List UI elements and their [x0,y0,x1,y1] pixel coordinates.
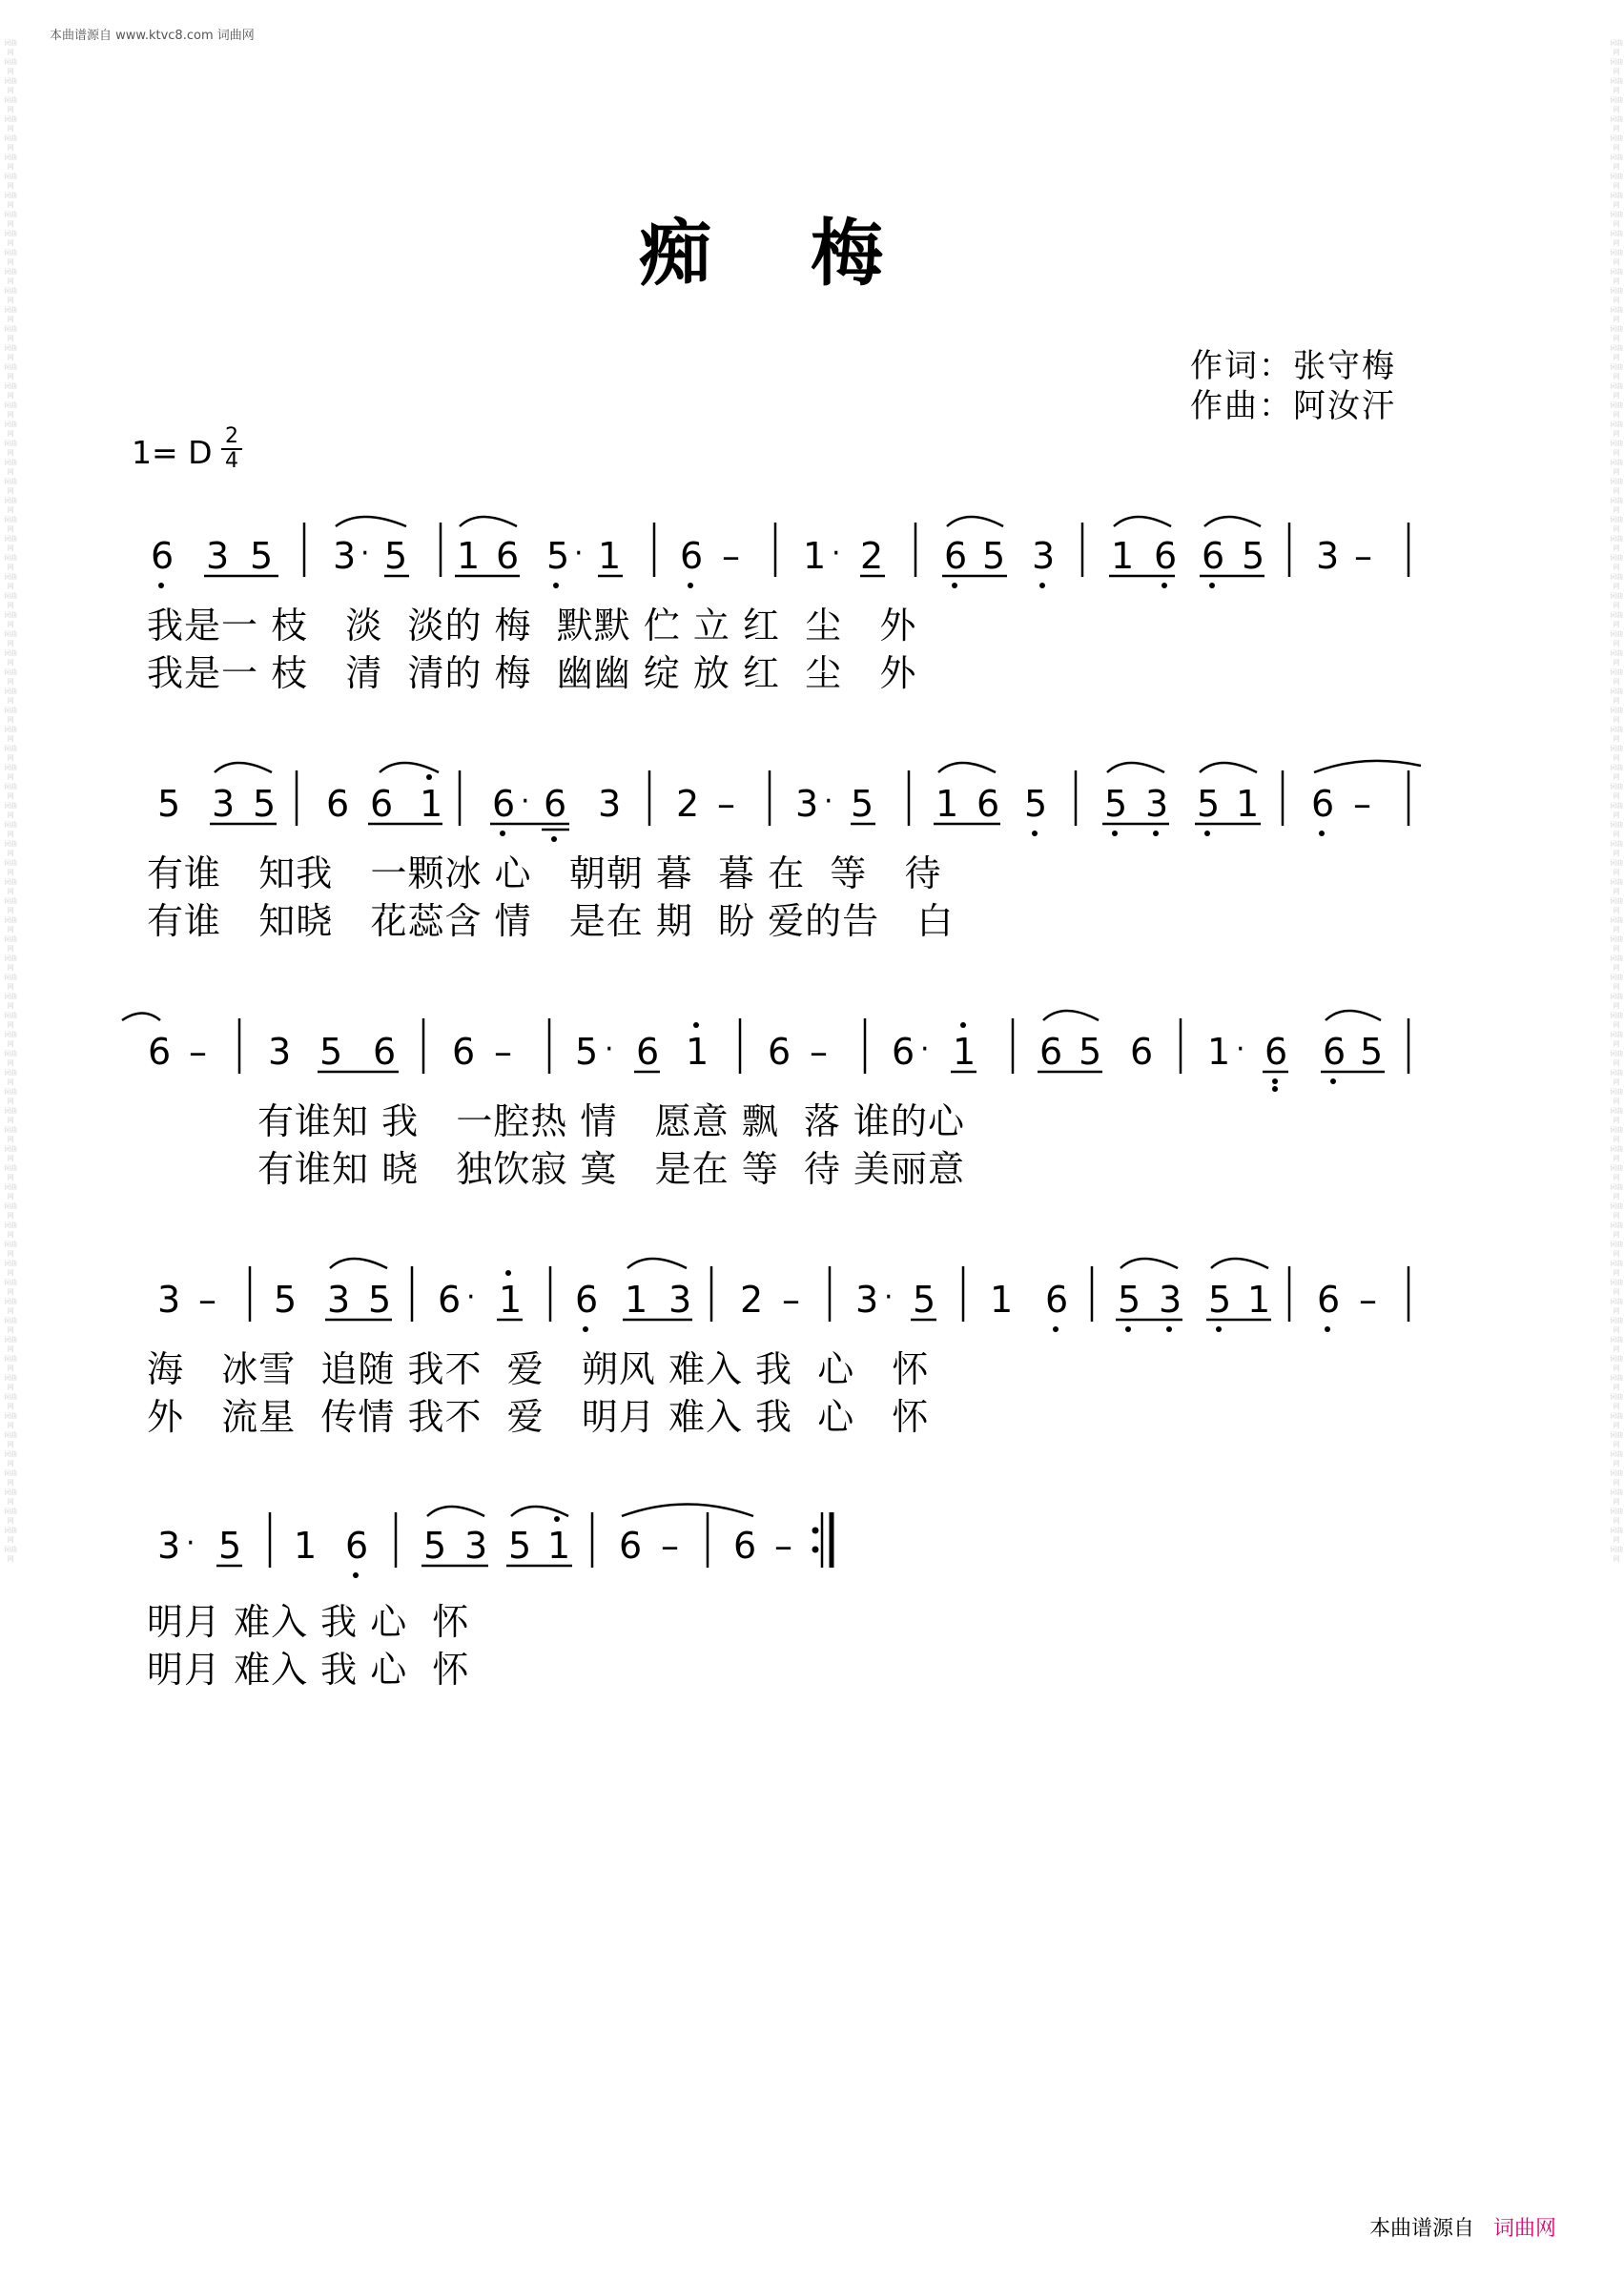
svg-text:5: 5 [546,535,570,577]
svg-text:·: · [521,785,530,818]
svg-text:6: 6 [1130,1031,1154,1073]
svg-text:–: – [661,1525,679,1567]
svg-text:3: 3 [598,783,622,825]
svg-text:1: 1 [803,535,827,577]
svg-text:5: 5 [368,1279,392,1321]
svg-text:3: 3 [1032,535,1056,577]
svg-text:6: 6 [373,1031,397,1073]
svg-text:1: 1 [686,1031,709,1073]
svg-text:·: · [920,1033,930,1066]
svg-text:–: – [810,1031,828,1073]
svg-text:5: 5 [423,1525,447,1567]
svg-text:3: 3 [157,1279,181,1321]
svg-text:6: 6 [680,535,704,577]
svg-text:6: 6 [976,783,1000,825]
svg-text:5: 5 [913,1279,936,1321]
svg-text:5: 5 [1242,535,1265,577]
system-4-lyric-verse-1: 海 冰雪 追随 我不 爱 朔风 难入 我 心 怀 [147,1348,930,1390]
side-watermark-left: 词曲网 词曲网 词曲网 词曲网 词曲网 词曲网 词曲网 词曲网 词曲网 词曲网 词曲网 词曲网 词曲网 词曲网 词曲网 词曲网 词曲网 词曲网 词曲网 词曲网 词曲网 词曲网 词曲网 词曲网 词曲网 词曲网 词曲网 词曲网 词曲网 词曲网 词曲网 词曲网 词曲网 词曲网 词曲网 词曲网 词曲网 词曲网 词曲网 词曲网 词曲网 词曲网 词曲网 词曲网 词曲网 词曲网 词曲网 词曲网 词曲网 词曲网 词曲网 词曲网 词曲网 词曲网 词曲网 词曲网 词曲网 词曲网 词曲网 词曲网 词曲网 词曲网 词曲网 词曲网 词曲网 词曲网 词曲网 词曲网 词曲网 词曲网 词曲网 词曲网 词曲网 词曲网 词曲网 词曲网 词曲网 词曲网 词曲网 词曲网 [4,39,17,1563]
svg-text:1: 1 [1247,1279,1271,1321]
svg-text:6: 6 [492,783,516,825]
footer-source-note [1369,2212,1556,2242]
svg-text:1: 1 [935,783,959,825]
svg-text:6: 6 [370,783,394,825]
svg-text:6: 6 [1045,1279,1069,1321]
svg-text:·: · [574,537,584,570]
svg-text:2: 2 [740,1279,764,1321]
svg-text:1: 1 [547,1525,571,1567]
svg-text:·: · [824,785,833,818]
svg-text:3: 3 [268,1031,292,1073]
svg-text:1: 1 [625,1279,648,1321]
svg-text:5: 5 [157,783,181,825]
svg-text:5: 5 [508,1525,532,1567]
key-signature: 1= D [132,434,213,471]
system-3-lyric-verse-2: 有谁知 晓 独饮寂 寞 是在 等 待 美丽意 [257,1148,965,1190]
side-watermark-right: 词曲网 词曲网 词曲网 词曲网 词曲网 词曲网 词曲网 词曲网 词曲网 词曲网 词曲网 词曲网 词曲网 词曲网 词曲网 词曲网 词曲网 词曲网 词曲网 词曲网 词曲网 词曲网 词曲网 词曲网 词曲网 词曲网 词曲网 词曲网 词曲网 词曲网 词曲网 词曲网 词曲网 词曲网 词曲网 词曲网 词曲网 词曲网 词曲网 词曲网 词曲网 词曲网 词曲网 词曲网 词曲网 词曲网 词曲网 词曲网 词曲网 词曲网 词曲网 词曲网 词曲网 词曲网 词曲网 词曲网 词曲网 词曲网 词曲网 词曲网 词曲网 词曲网 词曲网 词曲网 词曲网 词曲网 词曲网 词曲网 词曲网 词曲网 词曲网 词曲网 词曲网 词曲网 词曲网 词曲网 词曲网 词曲网 词曲网 词曲网 [1610,39,1623,1563]
svg-text:·: · [884,1281,894,1314]
svg-text:3: 3 [212,783,236,825]
svg-text:6: 6 [1323,1031,1346,1073]
svg-text:–: – [189,1031,207,1073]
svg-text:3: 3 [668,1279,692,1321]
svg-text:6: 6 [345,1525,369,1567]
svg-text:6: 6 [768,1031,791,1073]
svg-text:5: 5 [1208,1279,1232,1321]
time-signature-bottom: 4 [225,449,238,473]
svg-text:5: 5 [982,535,1006,577]
svg-text:6: 6 [1264,1031,1288,1073]
svg-text:–: – [1353,783,1371,825]
song-title: 痴梅 [639,211,982,296]
system-1-lyric-verse-1: 我是一 枝 淡 淡的 梅 默默 伫 立 红 尘 外 [147,605,917,646]
svg-text:·: · [1236,1033,1245,1066]
svg-text:–: – [1359,1279,1377,1321]
svg-text:1: 1 [1207,1031,1231,1073]
system-5-lyric-verse-2: 明月 难入 我 心 怀 [147,1649,470,1691]
svg-text:6: 6 [1317,1279,1341,1321]
svg-text:5: 5 [1024,783,1048,825]
footer-brand-link[interactable]: 词曲网 [1493,2217,1557,2241]
svg-text:·: · [605,1033,614,1066]
svg-text:1: 1 [598,535,622,577]
svg-text:6: 6 [148,1031,172,1073]
svg-text:5: 5 [253,783,277,825]
system-5-lyric-verse-1: 明月 难入 我 心 怀 [147,1601,470,1643]
svg-text:5: 5 [575,1031,599,1073]
svg-text:1: 1 [499,1279,523,1321]
system-4-lyric-verse-2: 外 流星 传情 我不 爱 明月 难入 我 心 怀 [147,1396,930,1438]
svg-text:6: 6 [733,1525,757,1567]
svg-text:6: 6 [619,1525,643,1567]
svg-text:6: 6 [544,783,567,825]
svg-text:3: 3 [206,535,230,577]
svg-text:3: 3 [855,1279,879,1321]
svg-text:6: 6 [1202,535,1225,577]
svg-text:3: 3 [327,1279,351,1321]
svg-text:3: 3 [333,535,357,577]
svg-text:6: 6 [944,535,968,577]
svg-text:–: – [774,1525,792,1567]
svg-text:–: – [782,1279,800,1321]
system-2-lyric-verse-2: 有谁 知晓 花蕊含 情 是在 期 盼 爱的告 白 [147,900,955,942]
svg-text:·: · [360,537,370,570]
svg-text:5: 5 [1197,783,1221,825]
svg-text:–: – [722,535,740,577]
svg-text:·: · [186,1527,195,1560]
svg-text:6: 6 [151,535,175,577]
svg-text:–: – [1354,535,1372,577]
header-source-note: 本曲谱源自 www.ktvc8.com 词曲网 [50,29,255,43]
svg-text:6: 6 [496,535,520,577]
svg-text:5: 5 [274,1279,298,1321]
lyricist: 作词：张守梅 [1190,347,1396,385]
time-signature-top: 2 [225,424,238,448]
svg-text:5: 5 [851,783,874,825]
svg-text:3: 3 [1316,535,1340,577]
svg-text:3: 3 [1159,1279,1182,1321]
svg-text:6: 6 [575,1279,599,1321]
svg-text:3: 3 [157,1525,181,1567]
svg-text:1: 1 [420,783,443,825]
svg-text:3: 3 [795,783,819,825]
svg-text:6: 6 [892,1031,915,1073]
svg-text:–: – [494,1031,512,1073]
svg-text:–: – [717,783,735,825]
svg-text:6: 6 [326,783,350,825]
svg-text:1: 1 [953,1031,976,1073]
svg-text:6: 6 [636,1031,660,1073]
svg-text:2: 2 [676,783,700,825]
svg-text:6: 6 [1154,535,1178,577]
svg-text:5: 5 [384,535,408,577]
system-2-lyric-verse-1: 有谁 知我 一颗冰 心 朝朝 暮 暮 在 等 待 [147,852,942,894]
svg-text:5: 5 [319,1031,343,1073]
system-1-lyric-verse-2: 我是一 枝 清 清的 梅 幽幽 绽 放 红 尘 外 [147,652,917,694]
svg-text:3: 3 [464,1525,488,1567]
svg-text:5: 5 [1079,1031,1102,1073]
svg-text:5: 5 [250,535,274,577]
svg-text:6: 6 [452,1031,476,1073]
svg-text:–: – [198,1279,216,1321]
svg-text:5: 5 [1360,1031,1384,1073]
svg-text:1: 1 [457,535,481,577]
svg-text:3: 3 [1145,783,1169,825]
svg-text:5: 5 [218,1525,242,1567]
svg-text:1: 1 [1111,535,1135,577]
svg-text:6: 6 [438,1279,462,1321]
svg-text:6: 6 [1039,1031,1063,1073]
footer-source-text: 本曲谱源自 [1369,2217,1475,2241]
composer: 作曲：阿汝汗 [1190,387,1396,425]
system-3-lyric-verse-1: 有谁知 我 一腔热 情 愿意 飘 落 谁的心 [257,1100,965,1142]
svg-text:5: 5 [1104,783,1128,825]
svg-text:1: 1 [990,1279,1014,1321]
svg-text:5: 5 [1118,1279,1141,1321]
svg-text:1: 1 [294,1525,318,1567]
svg-text:·: · [832,537,841,570]
svg-text:1: 1 [1236,783,1260,825]
svg-text:2: 2 [860,535,884,577]
svg-text:·: · [466,1281,476,1314]
svg-text:6: 6 [1311,783,1335,825]
